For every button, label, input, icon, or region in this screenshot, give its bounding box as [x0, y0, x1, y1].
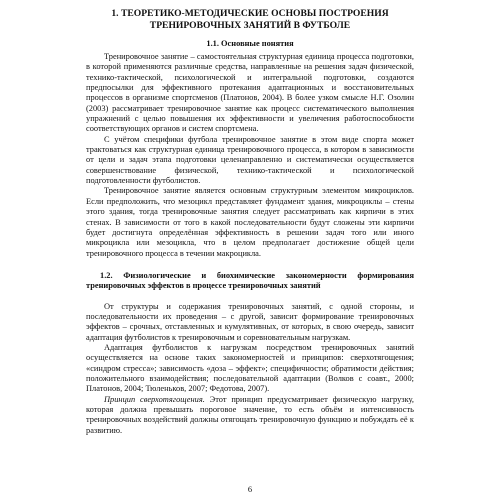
principle-text: Этот принцип предусматривает физическую нагрузку, которая должна превышать пороговое значение, то есть объём и интенсивность тренировочных воздействий должны отягощать тренировочную функцию и побуждать её к развитию.: [86, 394, 414, 435]
chapter-title: 1. ТЕОРЕТИКО-МЕТОДИЧЕСКИЕ ОСНОВЫ ПОСТРОЕНИЯ ТРЕНИРОВОЧНЫХ ЗАНЯТИЙ В ФУТБОЛЕ: [111, 8, 389, 31]
page-number: 6: [247, 485, 253, 494]
section-title-physiology: 1.2. Физиологические и биохимические закономерности формирования тренировочных эффектов в процессе тренировочных занятий: [86, 270, 414, 291]
section-title-basic-concepts: 1.1. Основные понятия: [206, 39, 294, 48]
paragraph: С учётом специфики футбола тренировочное занятие в этом виде спорта может трактоваться как структурная единица тренировочного процесса, в котором в зависимости от цели и задач этапа подготовки целенаправленно и систематически осуществляется совершенствование физической, технико-тактической и психологической подготовленности футболистов.: [86, 134, 414, 186]
paragraph: Адаптация футболистов к нагрузкам посредством тренировочных занятий осуществляется на основе таких закономерностей и принципов: сверхотягощения; «синдром стресса»; зависимость «доза – эффект»; специфичности; обратимости действия; положительного взаимодействия; последовательной адаптации (Волков с соавт., 2000; Платонов, 2004; Тюленьков, 2007; Федотова, 2007).: [86, 343, 414, 394]
paragraph: Тренировочное занятие является основным структурным элементом микроциклов. Если предположить, что мезоцикл представляет фундамент здания, микроциклы – стены этого здания, тогда тренировочные занятия следует рассматривать как кирпичи в этих стенах. В зависимости от того в какой последовательности будут сложены эти кирпичи будет достигнута определённая эффективность в решении задач того или иного микроцикла или мезоцикла, что в целом предполагает достижение общей цели тренировочного процесса в течении макроцикла.: [86, 186, 414, 258]
paragraph: От структуры и содержания тренировочных занятий, с одной стороны, и последовательности их проведения – с другой, зависит формирование тренировочных эффектов – срочных, отставленных и кумулятивных, от которых, в свою очередь, зависит адаптация футболистов к тренировочным и соревновательным нагрузкам.: [86, 301, 414, 342]
paragraph-overload-principle: [86, 395, 414, 436]
paragraph: Тренировочное занятие – самостоятельная структурная единица процесса подготовки, в которой применяются различные средства, направленные на решения задач физической, технико-тактической, психологической и интегральной подготовки, создаются предпосылки для эффективного протекания адаптационных и восстановительных процессов в организме спортсменов (Платонов, 2004). В более узком смысле Н.Г. Озолин (2003) рассматривает тренировочное занятие как процесс систематического выполнения упражнений с целью повышения их эффективности и увеличения работоспособности соответствующих органов и систем спортсмена.: [86, 52, 414, 134]
principle-lead: Принцип сверхотягощения.: [104, 394, 205, 404]
